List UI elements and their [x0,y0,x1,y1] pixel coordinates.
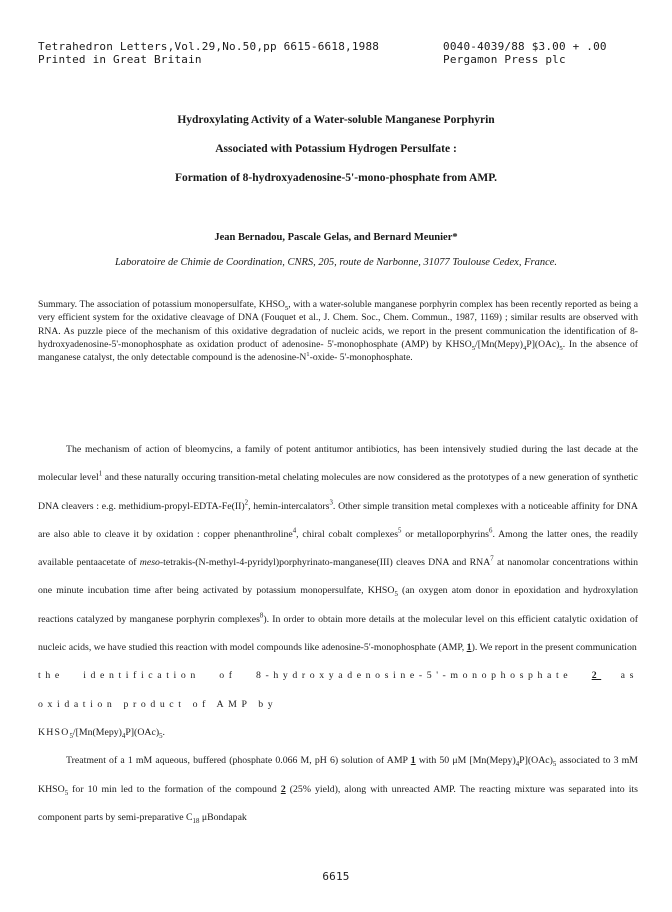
subscript: 5 [394,591,398,599]
subscript: 4 [523,344,527,352]
body-text: ). We report in the present communication [471,642,637,654]
body-text: /[Mn(Mepy) [72,726,122,738]
reference-marker: 6 [489,527,493,535]
body-text: associated to 3 mM KHSO [38,755,639,795]
page-number: 6615 [322,870,350,883]
reference-marker: 5 [398,527,402,535]
body-text: at nanomolar concentrations within one minute incubation time after being activated by potassium monopersulfate, KHSO [38,557,638,597]
printed-location: Printed in Great Britain [38,53,202,66]
publisher: Pergamon Press plc [443,53,566,66]
compound-number: 2 [591,670,602,682]
article-body [38,436,638,832]
subscript: 4 [121,732,126,740]
summary-label: Summary. [38,299,78,310]
body-paragraph-2 [38,747,638,832]
body-text: P](OAc) [125,726,160,738]
compound-number: 1 [466,642,472,654]
body-text: . [162,726,165,738]
reference-marker: 7 [490,555,494,563]
body-text: the identification of 8-hydroxyadenosine-5'-monophosphate [38,670,592,682]
reference-marker: 4 [292,527,297,535]
subscript: 18 [192,817,200,825]
body-text: . Among the latter ones, the readily available pentaacetate of [38,528,638,569]
compound-number: 1 [410,755,416,767]
subscript: 5 [159,732,163,740]
subscript: 5 [69,732,73,740]
body-text: and these naturally occuring transition-metal chelating molecules are now considered as the prototypes of a new generation of synthetic DNA cleavers : e.g. methidium-propyl-EDTA-Fe(II) [38,472,638,512]
body-text: μBondapak [199,811,247,823]
summary-abstract [38,298,638,364]
body-text: (25% yield), along with unreacted AMP. The reacting mixture was separated into its component parts by semi-preparative C [38,783,638,823]
subscript: 5 [284,304,289,312]
italic-term: meso [139,557,160,569]
body-paragraph-1 [38,436,638,747]
summary-text: . In the absence of manganese catalyst, the only detectable compound is the adenosine-N [38,338,639,364]
subscript: 4 [515,761,520,769]
body-text: KHSO [38,726,70,738]
subscript: 5 [64,789,69,797]
page-header [38,40,638,66]
superscript: 1 [306,351,310,358]
summary-text: -oxide- 5'-monophosphate. [309,352,413,364]
reference-marker: 3 [329,499,333,507]
body-text: , hemin-intercalators [248,500,330,512]
journal-citation: Tetrahedron Letters,Vol.29,No.50,pp 6615-6618,1988 [38,40,380,53]
title-line-3: Formation of 8-hydroxyadenosine-5'-mono-phosphate from AMP. [174,172,498,184]
title-line-1: Hydroxylating Activity of a Water-soluble Manganese Porphyrin [177,114,495,126]
body-text: ). In order to obtain more details at the molecular level on this efficient catalytic oxidation of nucleic acids, we have studied this reaction with model compounds like adenosine-5'-monophosphate (AMP, [38,613,638,654]
body-text: The mechanism of action of bleomycins, a family of potent antitumor antibiotics, has been intensively studied during the last decade at the molecular level [38,444,638,484]
compound-number: 2 [280,783,286,795]
summary-text: , with a water-soluble manganese porphyrin complex has been recently reported as being a very efficient system for the oxidative cleavage of DNA (Fouquet et al., J. Chem. Soc., Chem. Commun., 1987, 1169) ; similar results are observed with RNA. As puzzle piece of the mechanism of this oxidative degradation of nucleic acids, we report in the present communication the identification of 8-hydroxyadenosine-5'-monophosphate as oxidation product of adenosine- 5'-monophosphate (AMP) by KHSO [38,299,638,350]
subscript: 5 [471,344,476,352]
summary-text: The association of potassium monopersulfate, KHSO [77,299,285,310]
body-text: or metalloporphyrins [401,528,489,540]
body-text: Treatment of a 1 mM aqueous, buffered (phosphate 0.066 M, pH 6) solution of AMP [66,755,411,767]
subscript: 5 [552,761,557,769]
summary-text: P](OAc) [526,338,560,350]
author-list: Jean Bernadou, Pascale Gelas, and Bernard Meunier* [214,232,458,243]
price-code: 0040-4039/88 $3.00 + .00 [443,40,607,53]
reference-marker: 8 [259,612,264,620]
body-text: -tetrakis-(N-methyl-4-pyridyl)porphyrinato-manganese(III) cleaves DNA and RNA [159,557,491,569]
body-text: , chiral cobalt complexes [296,528,399,540]
body-text: as oxidation product of AMP by [38,670,638,710]
body-text: with 50 μM [Mn(Mepy) [415,755,516,767]
body-text: (an oxygen atom donor in epoxidation and hydroxylation reactions catalyzed by manganese porphyrin complexes [38,585,638,625]
subscript: 5 [559,344,563,352]
author-affiliation: Laboratoire de Chimie de Coordination, CNRS, 205, route de Narbonne, 31077 Toulouse Cedex, France. [114,257,558,268]
body-text: . Other simple transition metal complexes with a noticeable affinity for DNA are also able to cleave it by oxidation : copper phenanthroline [38,500,638,540]
article-title [0,113,672,200]
reference-marker: 2 [244,499,249,507]
reference-marker: 1 [98,471,103,479]
body-text: for 10 min led to the formation of the compound [68,783,281,795]
summary-text: /[Mn(Mepy) [475,338,524,350]
title-line-2: Associated with Potassium Hydrogen Persulfate : [215,143,457,155]
body-text: P](OAc) [519,755,553,767]
